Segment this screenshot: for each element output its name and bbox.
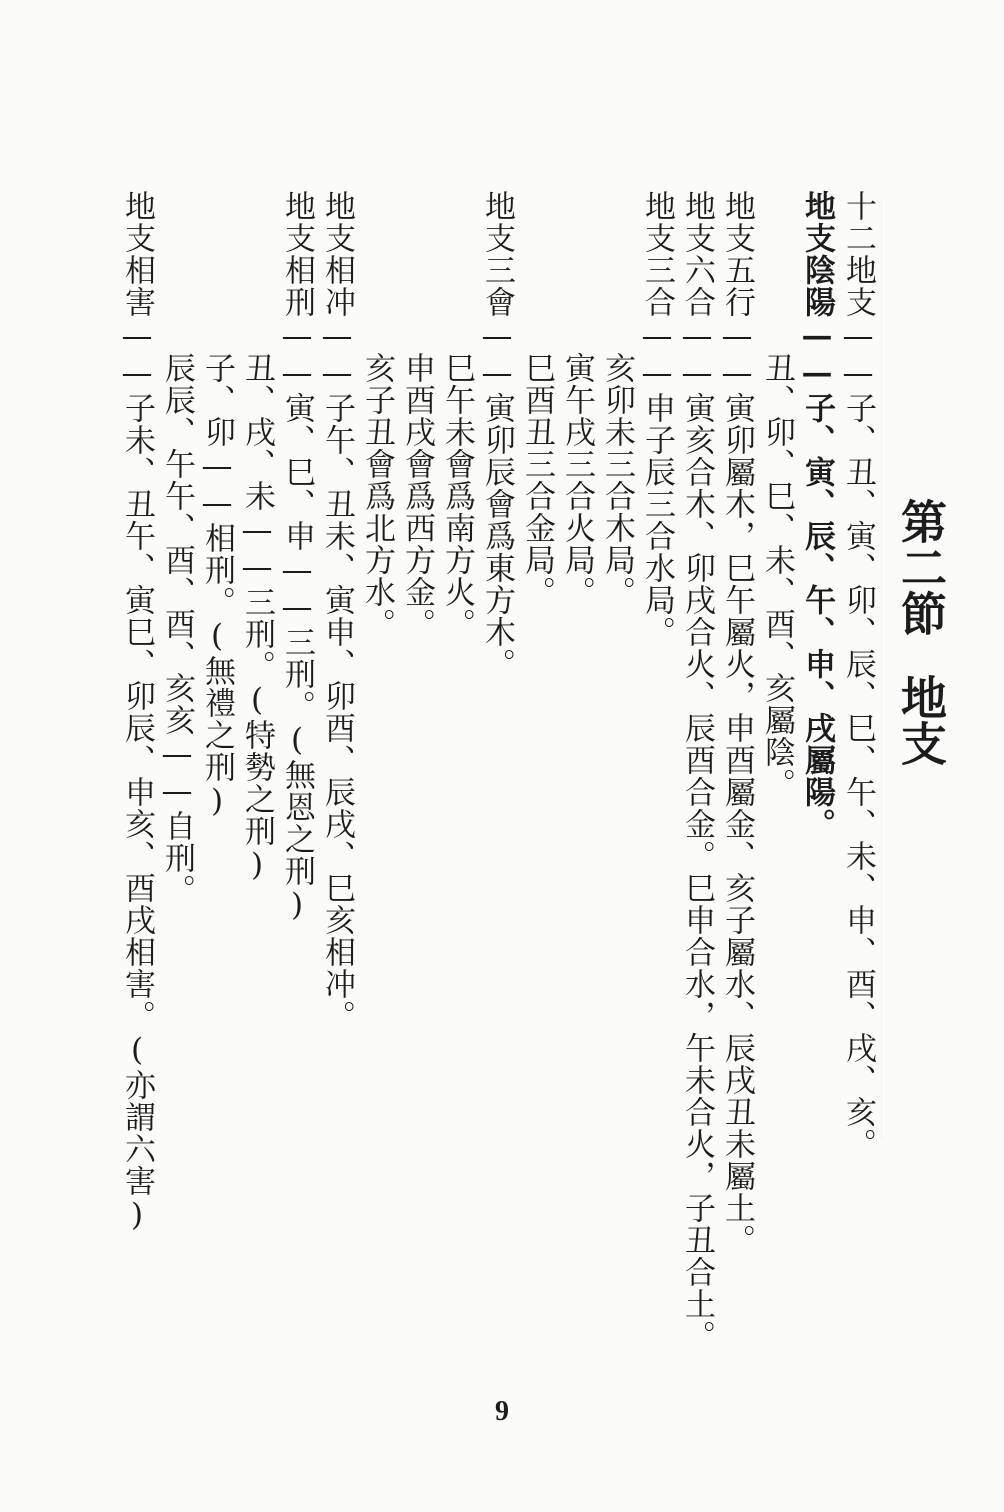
line-xing-2: 丑、戌、未——三刑。(特勢之刑) xyxy=(239,352,275,884)
line-sanhui-3: 申酉戌會爲西方金。 xyxy=(399,352,435,640)
line-twelve-branches: 十二地支——子、丑、寅、卯、辰、巳、午、未、申、酉、戌、亥。 xyxy=(840,190,876,1160)
line-sanhe: 地支三合——申子辰三合水局。 xyxy=(639,190,675,648)
section-number: 第二節 xyxy=(894,498,948,636)
line-wuxing: 地支五行——寅卯屬木，巳午屬火，申酉屬金、亥子屬水、辰戌丑未屬土。 xyxy=(719,190,755,1256)
section-name: 地支 xyxy=(894,674,948,766)
line-sanhui: 地支三會——寅卯辰會爲東方木。 xyxy=(479,190,515,680)
line-yinyang-2: 丑、卯、巳、未、酉、亥屬陰。 xyxy=(759,352,795,800)
line-liuhe: 地支六合——寅亥合木、卯戌合火、辰酉合金。巳申合水，午未合火，子丑合土。 xyxy=(679,190,715,1352)
section-title xyxy=(893,498,949,766)
line-xing-3: 子、卯——相刑。(無禮之刑) xyxy=(199,352,235,820)
line-sanhui-2: 巳午未會爲南方火。 xyxy=(439,352,475,640)
line-xing-4: 辰辰、午午、酉、酉、亥亥——自刑。 xyxy=(159,352,195,906)
line-sanhe-4: 巳酉丑三合金局。 xyxy=(519,352,555,608)
line-chong: 地支相冲——子午、丑未、寅申、卯酉、辰戌、巳亥相冲。 xyxy=(319,190,355,1032)
line-xing: 地支相刑——寅、巳、申——三刑。(無恩之刑) xyxy=(279,190,315,924)
line-sanhui-4: 亥子丑會爲北方水。 xyxy=(359,352,395,640)
line-sanhe-2: 亥卯未三合木局。 xyxy=(599,352,635,608)
line-hai: 地支相害——子未、丑午、寅巳、卯辰、申亥、酉戌相害。(亦謂六害) xyxy=(119,190,155,1234)
page-number: 9 xyxy=(495,1396,509,1427)
line-yinyang: 地支陰陽——子、寅、辰、午、申、戌屬陽。 xyxy=(799,190,835,840)
line-sanhe-3: 寅午戌三合火局。 xyxy=(559,352,595,608)
